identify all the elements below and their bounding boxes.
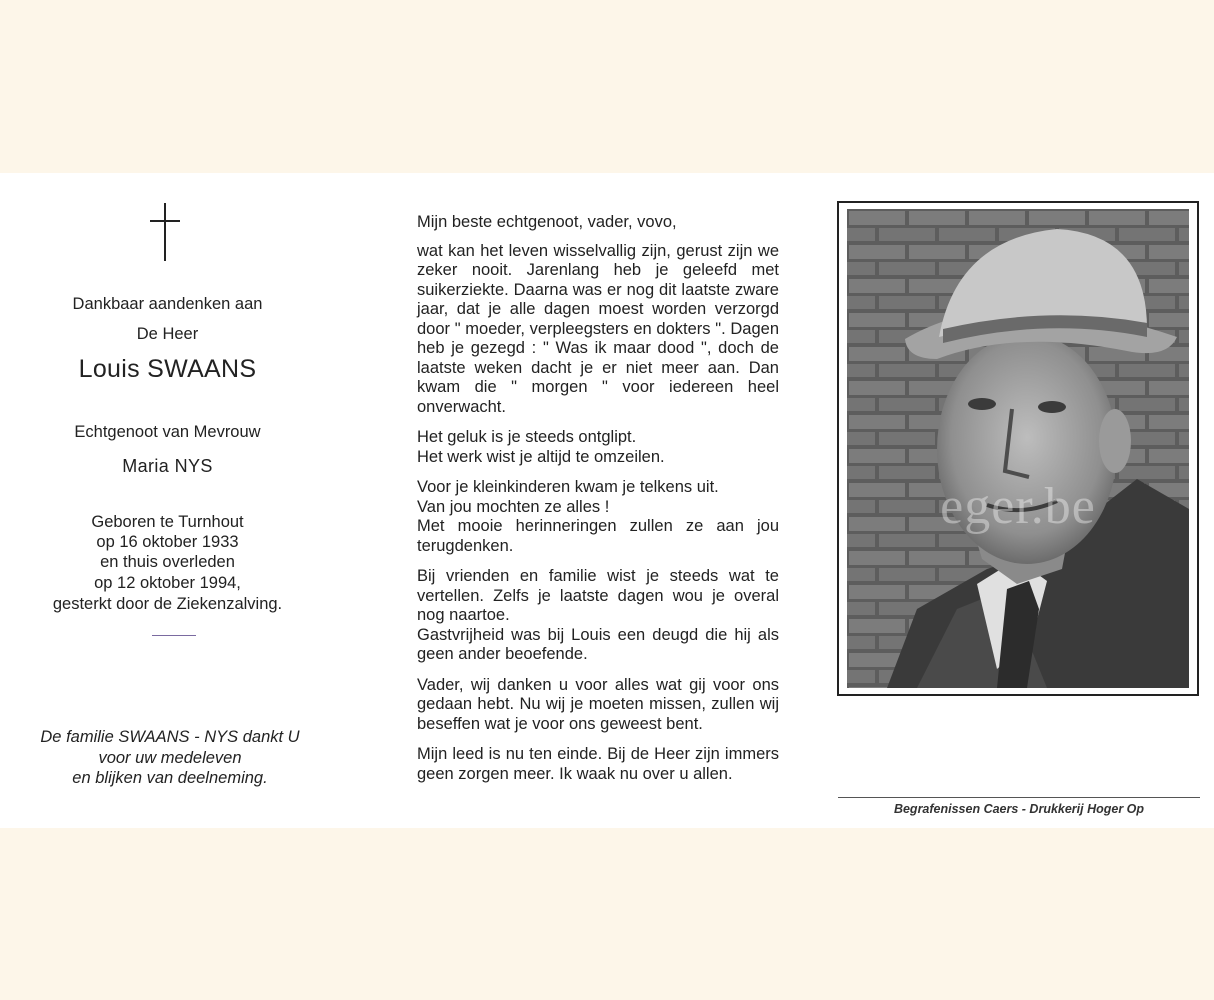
cross-icon bbox=[150, 203, 180, 261]
poem-line: Van jou mochten ze alles ! bbox=[417, 497, 610, 516]
deceased-name: Louis SWAANS bbox=[78, 355, 257, 383]
poem-verse bbox=[417, 428, 779, 467]
poem-line: Gastvrijheid was bij Louis een deugd die hij als geen ander beoefende. bbox=[417, 625, 779, 663]
poem-verse bbox=[417, 478, 779, 556]
salutation: Mijn beste echtgenoot, vader, vovo, bbox=[417, 213, 677, 231]
thanks-line: De familie SWAANS - NYS dankt U bbox=[40, 728, 300, 746]
spouse-label: Echtgenoot van Mevrouw bbox=[74, 423, 261, 441]
poem-paragraph: Mijn leed is nu ten einde. Bij de Heer zijn immers geen zorgen meer. Ik waak nu over u allen. bbox=[417, 745, 779, 783]
portrait-illustration bbox=[847, 209, 1189, 688]
watermark-text: eger.be bbox=[940, 478, 1096, 535]
poem-verse bbox=[417, 567, 779, 665]
portrait-photo bbox=[847, 209, 1189, 688]
poem-line: Bij vrienden en familie wist je steeds wat te vertellen. Zelfs je laatste dagen wou je overal nog naartoe. bbox=[417, 567, 779, 624]
poem-line: Het geluk is je steeds ontglipt. bbox=[417, 428, 637, 446]
title-text: De Heer bbox=[136, 325, 199, 343]
birth-date: op 16 oktober 1933 bbox=[96, 533, 239, 551]
remembrance-text: Dankbaar aandenken aan bbox=[72, 295, 263, 313]
poem-paragraph: Vader, wij danken u voor alles wat gij voor ons gedaan hebt. Nu wij je moeten missen, zullen wij beseffen wat je voor ons geweest bent. bbox=[417, 675, 779, 733]
spouse-name: Maria NYS bbox=[122, 456, 213, 476]
poem-line: Het werk wist je altijd te omzeilen. bbox=[417, 447, 665, 466]
poem-panel bbox=[417, 213, 779, 795]
poem-line: Voor je kleinkinderen kwam je telkens uit. bbox=[417, 478, 719, 496]
divider bbox=[152, 635, 196, 636]
poem-line: Met mooie herinneringen zullen ze aan jou terugdenken. bbox=[417, 517, 779, 555]
thanks-line: en blijken van deelneming. bbox=[72, 769, 268, 787]
left-panel bbox=[0, 173, 335, 828]
thanks-line: voor uw medeleven bbox=[98, 749, 242, 767]
death-date: op 12 oktober 1994, bbox=[94, 574, 241, 592]
sacrament-text: gesterkt door de Ziekenzalving. bbox=[52, 595, 283, 613]
credit-divider bbox=[838, 797, 1200, 798]
poem-paragraph: wat kan het leven wisselvallig zijn, gerust zijn we zeker nooit. Jarenlang heb je geleefd met suikerziekte. Daarna was er nog dit laatste zware jaar, dat je alle dagen moest worden verzorgd door " moeder, verpleegsters en dokters ". Dagen heb je gezegd : " Was ik maar dood ", doch de laatste weken dacht je er niet meer aan. Dan kwam die " morgen " voor iedereen heel onverwacht. bbox=[417, 241, 779, 416]
birth-place: Geboren te Turnhout bbox=[91, 513, 244, 531]
memorial-card bbox=[0, 173, 1214, 828]
printer-credit: Begrafenissen Caers - Drukkerij Hoger Op bbox=[893, 802, 1145, 816]
death-place: en thuis overleden bbox=[100, 553, 235, 571]
portrait-frame bbox=[837, 201, 1199, 696]
